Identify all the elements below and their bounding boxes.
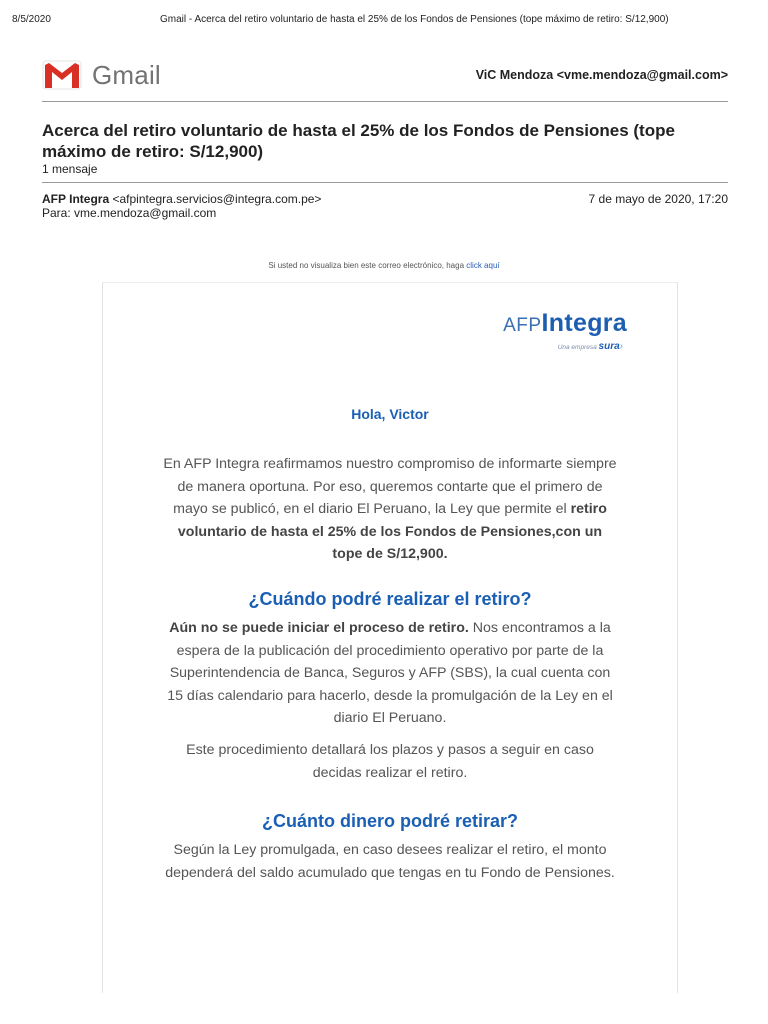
divider [42, 101, 728, 102]
sender-email: <afpintegra.servicios@integra.com.pe> [112, 192, 322, 206]
email-card [102, 282, 678, 993]
logo-prefix: AFP [503, 315, 542, 336]
recipient: Para: vme.mendoza@gmail.com [42, 206, 217, 220]
afp-integra-logo [487, 309, 627, 353]
intro-highlight: retiro voluntario de hasta el 25% de los Fondos de Pensiones,con un tope de S/12,900. [177, 501, 607, 562]
print-date: 8/5/2020 [12, 14, 51, 25]
message-count: 1 mensaje [42, 162, 98, 176]
sender [42, 192, 321, 206]
when-paragraph [163, 617, 617, 730]
when-highlight: Aún no se puede iniciar el proceso de retiro. [169, 620, 469, 636]
account-label: ViC Mendoza <vme.mendoza@gmail.com> [475, 68, 728, 82]
when-text: Nos encontramos a la espera de la publicación del procedimiento operativo por parte de la Superintendencia de Banca, Seguros y AFP (SBS), la cual cuenta con 15 días calendario para hacerlo, desde la promulgación de la Ley en el diario El Peruano. [167, 620, 613, 726]
sura-swoosh-icon: › [619, 341, 623, 352]
message-date: 7 de mayo de 2020, 17:20 [588, 192, 728, 206]
gmail-logo[interactable] [42, 58, 172, 92]
section-heading-how-much: ¿Cuánto dinero podré retirar? [261, 811, 519, 831]
divider [42, 182, 728, 183]
logo-sura: sura [598, 341, 620, 352]
logo-brand: Integra [541, 309, 627, 337]
sender-name: AFP Integra [42, 192, 110, 206]
gmail-wordmark: Gmail [92, 60, 161, 90]
logo-tagline-text: Una empresa [557, 344, 597, 351]
thread-subject: Acerca del retiro voluntario de hasta el 25% de los Fondos de Pensiones (tope máximo de retiro: S/12,900) [42, 121, 675, 161]
amount-paragraph: Según la Ley promulgada, en caso desees realizar el retiro, el monto dependerá del saldo acumulado que tengas en tu Fondo de Pensiones. [165, 842, 615, 881]
view-note [0, 261, 768, 270]
greeting: Hola, Victor [351, 406, 429, 422]
intro-text: En AFP Integra reafirmamos nuestro compromiso de informarte siempre de manera oportuna. Por eso, queremos contarte que el primero de mayo se publicó, en el diario El Peruano, la Ley que permite el [163, 456, 617, 517]
section-heading-when: ¿Cuándo podré realizar el retiro? [248, 589, 532, 609]
intro-paragraph [163, 453, 617, 566]
view-note-text: Si usted no visualiza bien este correo electrónico, haga [268, 261, 465, 270]
gmail-m-icon [42, 60, 82, 90]
procedure-paragraph: Este procedimiento detallará los plazos y pasos a seguir en caso decidas realizar el retiro. [186, 742, 594, 781]
view-online-link[interactable]: click aquí [466, 261, 500, 270]
logo-tagline [558, 341, 623, 352]
print-title: Gmail - Acerca del retiro voluntario de hasta el 25% de los Fondos de Pensiones (tope máximo de retiro: S/12,900) [160, 14, 669, 25]
